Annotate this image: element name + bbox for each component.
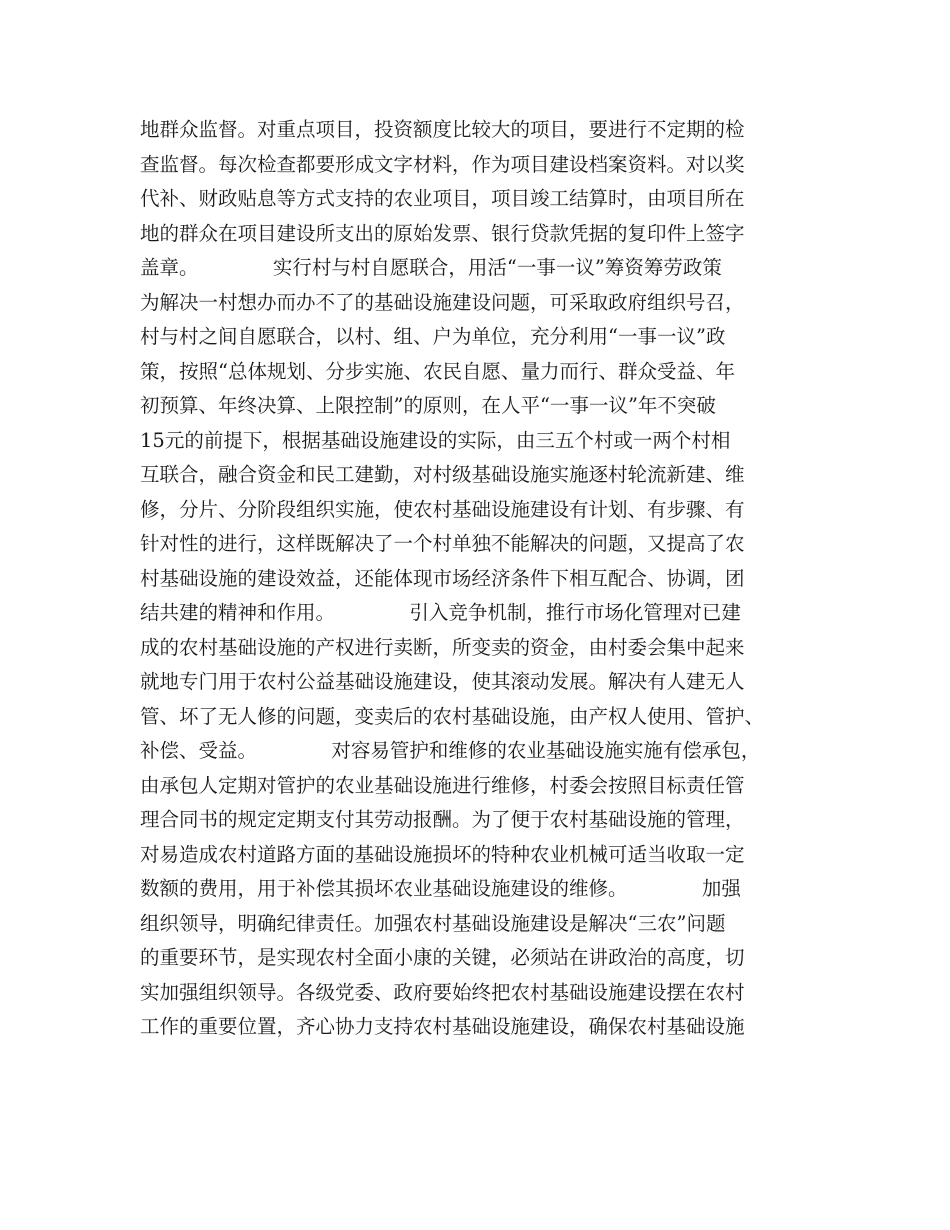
text-line: 代补、财政贴息等方式支持的农业项目，项目竣工结算时，由项目所在 — [140, 187, 745, 210]
text-line: 由承包人定期对管护的农业基础设施进行维修，村委会按照目标责任管 — [140, 773, 745, 797]
text-line: 实加强组织领导。各级党委、政府要始终把农村基础设施建设摆在农村 — [140, 980, 745, 1004]
text-line: 修，分片、分阶段组织实施，使农村基础设施建设有计划、有步骤、有 — [140, 497, 745, 521]
text-line: 盖章。 实行村与村自愿联合，用活“一事一议”筹资筹劳政策 — [140, 256, 722, 279]
text-line: 15元的前提下，根据基础设施建设的实际，由三五个村或一两个村相 — [140, 428, 731, 452]
text-line: 数额的费用，用于补偿其损坏农业基础设施建设的维修。 加强 — [140, 877, 741, 900]
text-line: 理合同书的规定定期支付其劳动报酬。为了便于农村基础设施的管理， — [140, 808, 745, 831]
text-line: 互联合，融合资金和民工建勤，对村级基础设施实施逐村轮流新建、维 — [140, 463, 745, 486]
text-line: 初预算、年终决算、上限控制”的原则，在人平“一事一议”年不突破 — [140, 394, 716, 417]
text-line: 组织领导，明确纪律责任。加强农村基础设施建设是解决“三农”问题 — [140, 911, 726, 935]
text-line: 管、坏了无人修的问题，变卖后的农村基础设施，由产权人使用、管护、 — [140, 704, 765, 728]
text-line: 策，按照“总体规划、分步实施、农民自愿、量力而行、群众受益、年 — [140, 359, 735, 383]
text-line: 针对性的进行，这样既解决了一个村单独不能解决的问题，又提高了农 — [140, 532, 745, 555]
text-line: 的重要环节，是实现农村全面小康的关键，必须站在讲政治的高度，切 — [140, 946, 745, 969]
text-line: 村与村之间自愿联合，以村、组、户为单位，充分利用“一事一议”政 — [140, 325, 726, 348]
text-line: 结共建的精神和作用。 引入竞争机制，推行市场化管理对已建 — [140, 601, 741, 624]
text-line: 就地专门用于农村公益基础设施建设，使其滚动发展。解决有人建无人 — [140, 670, 745, 693]
text-line: 成的农村基础设施的产权进行卖断，所变卖的资金，由村委会集中起来 — [140, 635, 745, 659]
text-line: 工作的重要位置，齐心协力支持农村基础设施建设，确保农村基础设施 — [140, 1015, 745, 1038]
text-line: 为解决一村想办而办不了的基础设施建设问题，可采取政府组织号召， — [140, 290, 745, 314]
text-line: 地群众监督。对重点项目，投资额度比较大的项目，要进行不定期的检 — [140, 118, 745, 141]
text-line: 对易造成农村道路方面的基础设施损坏的特种农业机械可适当收取一定 — [140, 842, 745, 866]
text-line: 地的群众在项目建设所支出的原始发票、银行贷款凭据的复印件上签字 — [140, 221, 745, 245]
text-line: 查监督。每次检查都要形成文字材料，作为项目建设档案资料。对以奖 — [140, 152, 745, 176]
body-text — [140, 113, 820, 1045]
text-line: 村基础设施的建设效益，还能体现市场经济条件下相互配合、协调，团 — [140, 566, 745, 590]
text-line: 补偿、受益。 对容易管护和维修的农业基础设施实施有偿承包， — [140, 739, 761, 762]
